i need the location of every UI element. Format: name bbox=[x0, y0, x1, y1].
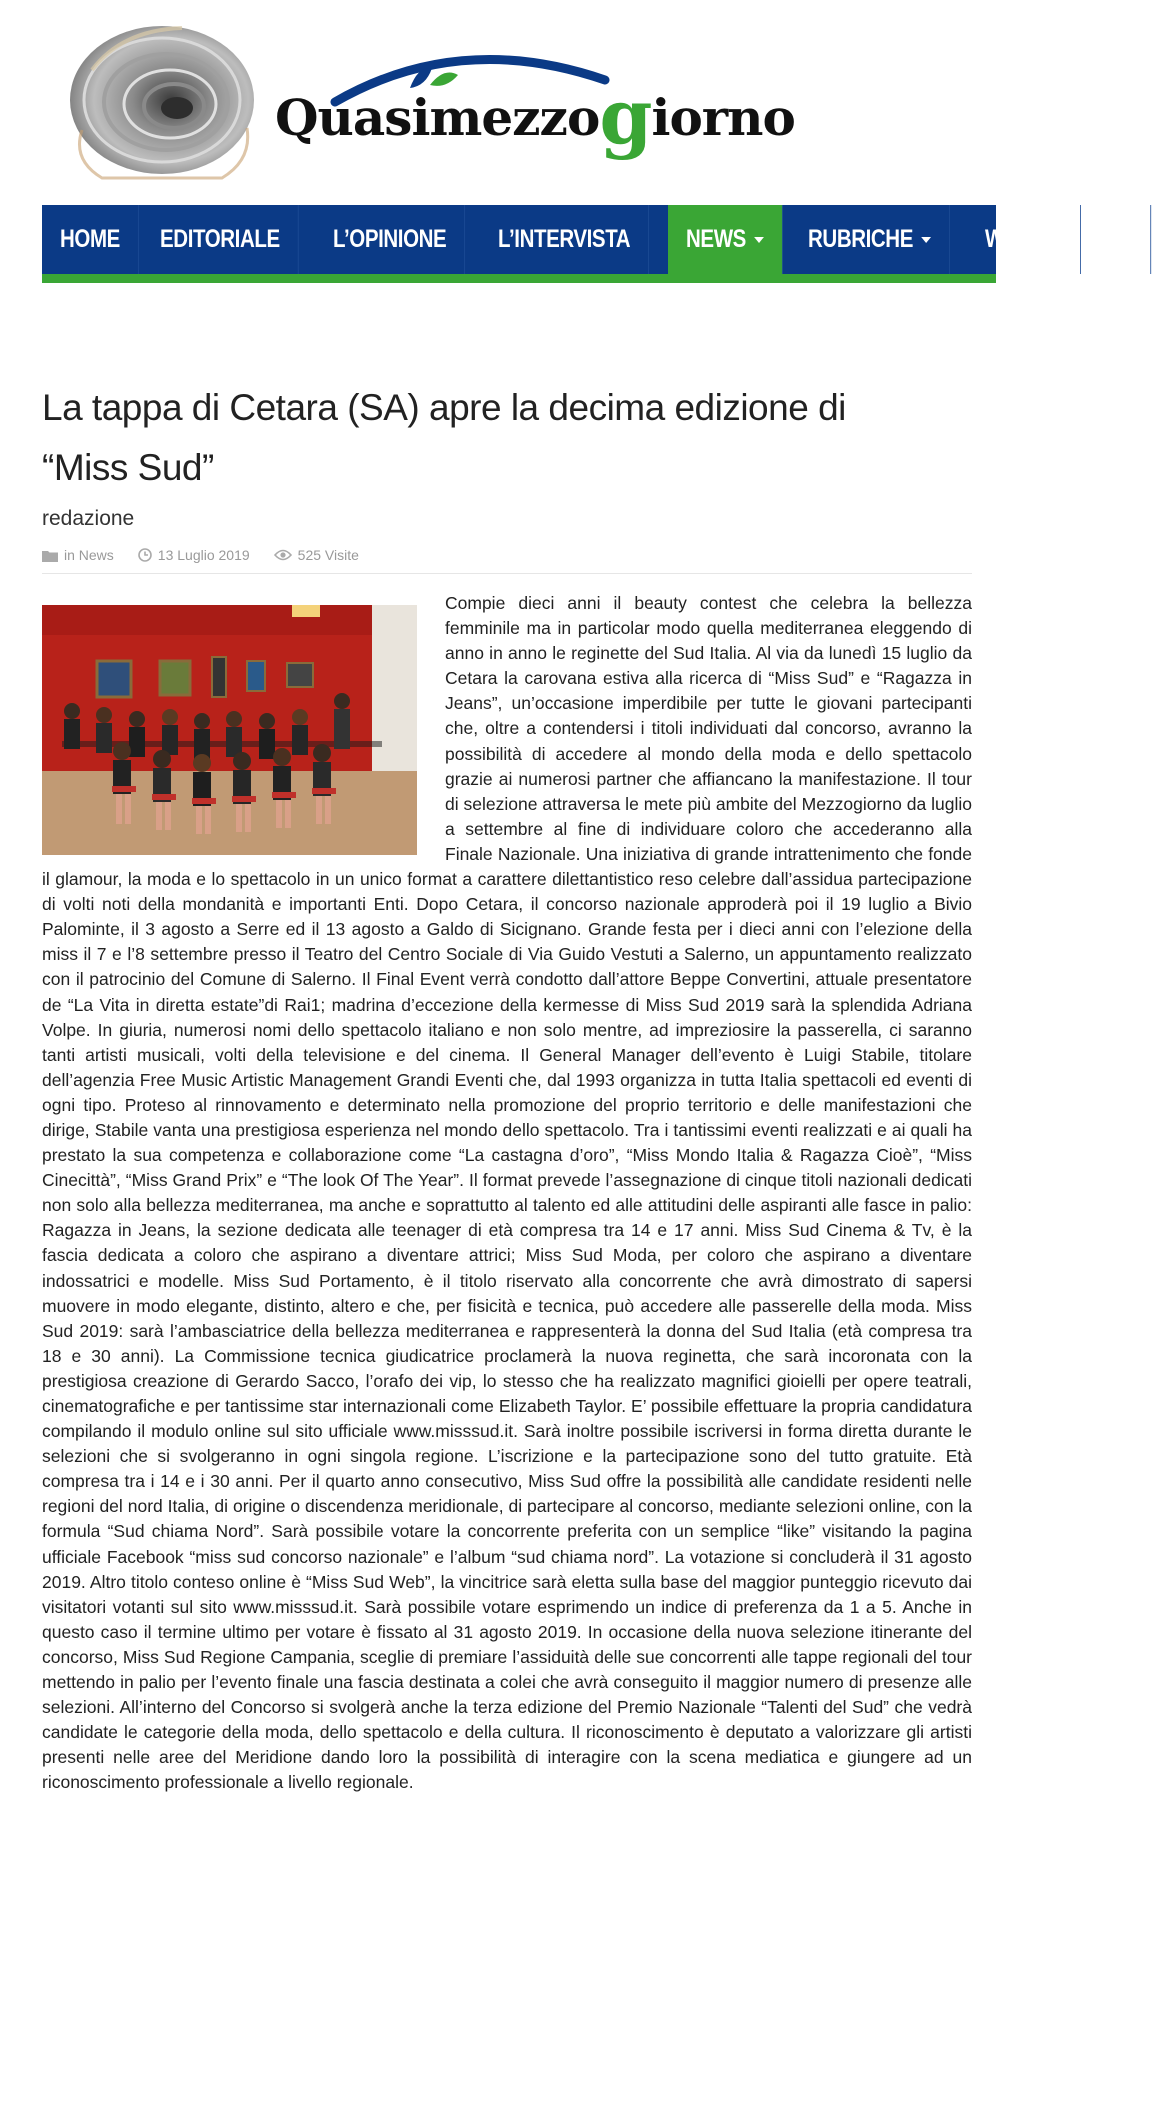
site-header bbox=[0, 0, 996, 205]
nav-web-tv[interactable]: WEB TV bbox=[967, 205, 1081, 274]
chevron-down-icon bbox=[921, 237, 931, 243]
nav-rubriche[interactable]: RUBRICHE bbox=[790, 205, 950, 274]
main-nav bbox=[42, 205, 1133, 283]
folder-icon bbox=[42, 549, 58, 562]
newspaper-roll-logo-icon[interactable] bbox=[62, 10, 258, 182]
article-category[interactable]: in News bbox=[64, 547, 114, 563]
article-author[interactable]: redazione bbox=[42, 507, 135, 530]
article-body bbox=[42, 591, 972, 1796]
nav-news[interactable]: NEWS bbox=[668, 205, 783, 274]
meta-divider bbox=[42, 573, 972, 574]
article-meta bbox=[42, 547, 359, 563]
nav-opinione[interactable]: L’OPINIONE bbox=[315, 205, 465, 274]
site-logo-text[interactable]: Quasimezzogiorno bbox=[275, 72, 795, 161]
eye-icon bbox=[274, 549, 292, 561]
article-title: La tappa di Cetara (SA) apre la decima edizione di “Miss Sud” bbox=[42, 387, 846, 488]
nav-editoriale[interactable]: EDITORIALE bbox=[142, 205, 299, 274]
article-date: 13 Luglio 2019 bbox=[157, 547, 250, 563]
article-body-text: Compie dieci anni il beauty contest che celebra la bellezza femminile ma in particolar modo quella mediterranea eleggendo di anno in anno le reginette del Sud Italia. Al via da lunedì 15 luglio da Cetara la carovana estiva alla ricerca di “Miss Sud” e “Ragazza in Jeans”, un’occasione imperdibile per tutte le giovani partecipanti che, oltre a contendersi i titoli individuati dal concorso, avranno la possibilità di accedere al mondo della moda e dello spettacolo grazie ai numerosi partner che affiancano la manifestazione. Il tour di selezione attraversa le mete più ambite del Mezzogiorno da luglio a settembre al fine di individuare coloro che accederanno alla Finale Nazionale. Una iniziativa di grande intrattenimento che fonde il glamour, la moda e lo spettacolo in un unico format a carattere dilettantistico reso celebre dall’assidua partecipazione di volti noti della mondanità e importanti Enti. Dopo Cetara, il concorso nazionale approderà poi il 19 luglio a Bivio Palominte, il 3 agosto a Serre ed il 13 agosto a Galdo di Sicignano. Grande festa per i dieci anni con l’elezione della miss il 7 e l’8 settembre presso il Teatro del Centro Sociale di Via Guido Vestuti a Salerno, un appuntamento realizzato con il patrocinio del Comune di Salerno. Il Final Event verrà condotto dall’attore Beppe Convertini, attuale presentatore de “La Vita in diretta estate”di Rai1; madrina d’eccezione della kermesse di Miss Sud 2019 sarà la splendida Adriana Volpe. In giuria, numerosi nomi dello spettacolo italiano e non solo mentre, ad impreziosire la passerella, ci saranno tanti artisti musicali, volti della televisione e del cinema. Il General Manager dell’evento è Luigi Stabile, titolare dell’agenzia Free Music Artistic Management Grandi Eventi che, dal 1993 organizza in tutta Italia spettacoli ed eventi di ogni tipo. Proteso al rinnovamento e determinato nella promozione del proprio territorio e delle manifestazioni che dirige, Stabile vanta una prestigiosa esperienza nel mondo dello spettacolo. Tra i tantissimi eventi realizzati e ai quali ha prestato la sua competenza e collaborazione come “La castagna d’oro”, “Miss Mondo Italia & Ragazza Cioè”, “Miss Cinecittà”, “Miss Grand Prix” e “The look Of The Year”. Il format prevede l’assegnazione di cinque titoli nazionali dedicati non solo alla bellezza mediterranea, ma anche e soprattutto al talento ed alle attitudini delle aspiranti alle fasce in palio: Ragazza in Jeans, la sezione dedicata alle teenager di età compresa tra 14 e 17 anni. Miss Sud Cinema & Tv, è la fascia dedicata a coloro che aspirano a diventare attrici; Miss Sud Moda, per coloro che aspirano a diventare indossatrici e modelle. Miss Sud Portamento, è il titolo riservato alla concorrente che avrà dimostrato di sapersi muovere in modo elegante, distinto, altero e che, per fisicità e tecnica, può accedere alle passerelle della moda. Miss Sud 2019: sarà l’ambasciatrice della bellezza mediterranea e rappresenterà la donna del Sud Italia (età compresa tra 18 e 30 anni). La Commissione tecnica giudicatrice proclamerà la nuova reginetta, che sarà incoronata con la prestigiosa creazione di Gerardo Sacco, l’orafo dei vip, lo stesso che ha realizzato magnifici gioielli per opere teatrali, cinematografiche e per tantissime star internazionali come Elizabeth Taylor. E’ possibile effettuare la propria candidatura compilando il modulo online sul sito ufficiale www.misssud.it. Sarà inoltre possibile iscriversi in forma diretta durante le selezioni che si svolgeranno in ogni singola regione. L’iscrizione e la partecipazione sono del tutto gratuite. Età compresa tra i 14 e i 30 anni. Per il quarto anno consecutivo, Miss Sud offre la possibilità alle candidate residenti nelle regioni del nord Italia, di origine o discendenza meridionale, di partecipare al concorso, mediante selezioni online, con la formula “Sud chiama Nord”. Sarà possibile votare la concorrente preferita con un semplice “like” visitando la pagina ufficiale Facebook “miss sud concorso nazionale” e l’album “sud chiama nord”. La votazione si concluderà il 31 agosto 2019. Altro titolo conteso online è “Miss Sud Web”, la vincitrice sarà eletta sulla base del maggior punteggio ricevuto dai visitatori votanti sul sito www.misssud.it. Sarà possibile votare esprimendo un indice di preferenza da 1 a 5. Anche in questo caso il termine ultimo per votare è fissato al 31 agosto 2019. In occasione della nuova selezione itinerante del concorso, Miss Sud Regione Campania, sceglie di premiare l’assiduità delle sue concorrenti alle tappe regionali del tour mettendo in palio per l’evento finale una fascia destinata a colei che avrà conseguito il maggior numero di presenze alle selezioni. All’interno del Concorso si svolgerà anche la terza edizione del Premio Nazionale “Talenti del Sud” che vedrà candidate le categorie della moda, dello spettacolo e della cultura. Il riconoscimento è deputato a valorizzare gli artisti presenti nelle aree del Meridione dando loro la possibilità di interagire con la scena mediatica e giungere ad un riconoscimento professionale a livello regionale. bbox=[42, 593, 972, 1793]
article-photo[interactable] bbox=[42, 591, 417, 861]
chevron-down-icon bbox=[754, 237, 764, 243]
clock-icon bbox=[138, 548, 152, 562]
nav-more[interactable]: LA bbox=[1088, 205, 1151, 274]
nav-intervista[interactable]: L’INTERVISTA bbox=[480, 205, 649, 274]
article-views: 525 Visite bbox=[297, 547, 359, 563]
nav-home[interactable]: HOME bbox=[42, 205, 139, 274]
